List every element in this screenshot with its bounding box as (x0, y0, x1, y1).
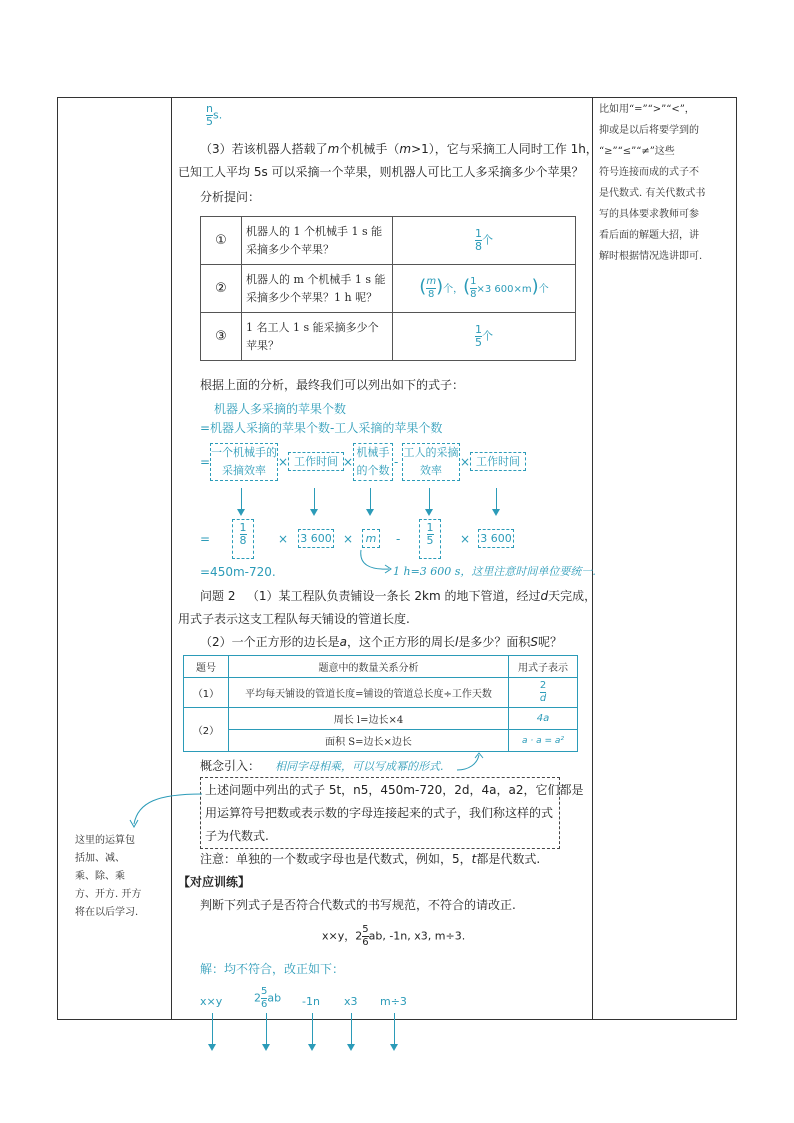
concept-note: 相同字母相乘，可以写成幂的形式. (275, 760, 444, 773)
frame-divider-1 (171, 97, 172, 1020)
eq-sign-1: = (200, 455, 211, 469)
box-efficiency-machine: 一个机械手的采摘效率 (210, 443, 278, 481)
value-1-8: $\frac{1}{8}$ (232, 519, 254, 559)
problem2-line1: 问题 2 （1）某工程队负责铺设一条长 2km 的地下管道，经过d天完成， (200, 589, 597, 603)
derive-line1: 机器人多采摘的苹果个数 (214, 402, 347, 416)
frame-divider-2 (592, 97, 593, 1020)
down-arrow (212, 1013, 213, 1045)
analysis-table: ① 机器人的 1 个机械手 1 s 能采摘多少个苹果？ $\frac{1}{8}$ 个 ② 机器人的 m 个机械手 1 s 能采摘多少个苹果？1 h 呢？ ( $\frac{m}{8}$ )个，( $\frac{1}{8}$ ×3 600×m)个 ③ 1 名工人 1 s 能采摘多少个苹果？ $\frac{1}{5}$ 个 (200, 216, 576, 361)
training-label: 【对应训练】 (178, 875, 251, 889)
value-3600-b: 3 600 (478, 529, 514, 548)
problem2-line2: 用式子表示这支工程队每天铺设的管道长度. (178, 612, 410, 626)
times-6: × (460, 532, 471, 546)
training-expression: x×y，2 $\frac{5}{6}$ ab, -1n, x3, m÷3. (322, 924, 466, 948)
answer-item-1: x×y (200, 995, 223, 1008)
time-unit-note: 1 h=3 600 s，这里注意时间单位要统一. (393, 565, 596, 578)
value-3600-a: 3 600 (298, 529, 334, 548)
answer-item-5: m÷3 (380, 995, 407, 1008)
box-hand-count: 机械手的个数 (353, 443, 393, 481)
down-arrow (370, 488, 371, 510)
concept-label: 概念引入： (200, 759, 261, 773)
box-work-time-1: 工作时间 (288, 452, 344, 471)
times-1: × (278, 455, 289, 469)
q3-line2: 已知工人平均 5s 可以采摘一个苹果，则机器人可比工人多采摘多少个苹果？ (178, 165, 584, 179)
concept-box-line1: 上述问题中列出的式子 5t，n5，450m-720，2d，4a，a2，它们都是 (205, 783, 584, 797)
side-note-left: 这里的运算包 括加、减、 乘、除、乘 方、开方. 开方 将在以后学习. (75, 835, 142, 918)
down-arrow (429, 488, 430, 510)
row-num: ① (201, 217, 242, 265)
answer-item-4: x3 (344, 995, 358, 1008)
row-answer: $\frac{1}{8}$ 个 (393, 217, 576, 265)
row-question: 机器人的 1 个机械手 1 s 能采摘多少个苹果？ (242, 217, 393, 265)
concept-note-arrow (455, 752, 485, 776)
minus-2: - (396, 532, 401, 546)
frame-right (736, 97, 737, 1020)
training-answer: 解：均不符合，改正如下： (200, 962, 345, 976)
concept-box-line3: 子为代数式. (205, 829, 269, 843)
box-work-time-2: 工作时间 (470, 452, 526, 471)
times-2: × (343, 455, 354, 469)
times-3: × (460, 455, 471, 469)
side-note-right: 比如用“=”“>”“<”， 抑或是以后将要学到的 “≥”“≤”“≠”这些 符号连接而成的式子不 是代数式. 有关代数式书 写的具体要求教师可参 看后面的解题大招，讲 解时根据情况选讲即可. (599, 104, 706, 262)
times-5: × (343, 532, 354, 546)
left-note-arrow (118, 790, 208, 830)
frame-top (57, 97, 737, 98)
concept-box-line2: 用运算符号把数或表示数的字母连接起来的式子，我们称这样的式 (205, 806, 554, 820)
minus-1: - (394, 455, 399, 469)
down-arrow (241, 488, 242, 510)
down-arrow (394, 1013, 395, 1045)
q3-line1: （3）若该机器人搭载了m个机械手（m>1），它与采摘工人同时工作 1h， (200, 142, 598, 156)
down-arrow (312, 1013, 313, 1045)
analysis-label: 分析提问： (200, 190, 261, 204)
times-4: × (278, 532, 289, 546)
top-fraction: $\frac{n}{5}$ s. (206, 102, 223, 128)
derive-intro: 根据上面的分析，最终我们可以列出如下的式子： (200, 378, 465, 392)
eq-sign-2: = (200, 532, 211, 546)
answer-item-3: -1n (302, 995, 320, 1008)
box-efficiency-worker: 工人的采摘效率 (402, 443, 460, 481)
value-1-5: $\frac{1}{5}$ (419, 519, 441, 559)
down-arrow (266, 1013, 267, 1045)
derive-line2: =机器人采摘的苹果个数-工人采摘的苹果个数 (200, 421, 443, 435)
value-m: m (362, 529, 380, 548)
down-arrow (314, 488, 315, 510)
relation-table: 题号 题意中的数量关系分析 用式子表示 （1） 平均每天铺设的管道长度=铺设的管道总长度÷工作天数 $\frac{2}{d}$ （2） 周长 l=边长×4 4a 面积 S=边长×边长 a · a = a² (183, 655, 578, 752)
training-prompt: 判断下列式子是否符合代数式的书写规范，不符合的请改正. (200, 898, 516, 912)
answer-item-2: 2 $\frac{5}{6}$ ab (254, 986, 282, 1010)
down-arrow (496, 488, 497, 510)
note-curve-arrow (355, 548, 395, 576)
derive-result: =450m-720. (200, 565, 276, 579)
frame-left (57, 97, 58, 1020)
frame-bottom (57, 1019, 737, 1020)
problem2-line3: （2）一个正方形的边长是a，这个正方形的周长l是多少？面积S呢？ (200, 635, 563, 649)
attention-line: 注意：单独的一个数或字母也是代数式，例如，5，t都是代数式. (200, 852, 541, 866)
down-arrow (351, 1013, 352, 1045)
